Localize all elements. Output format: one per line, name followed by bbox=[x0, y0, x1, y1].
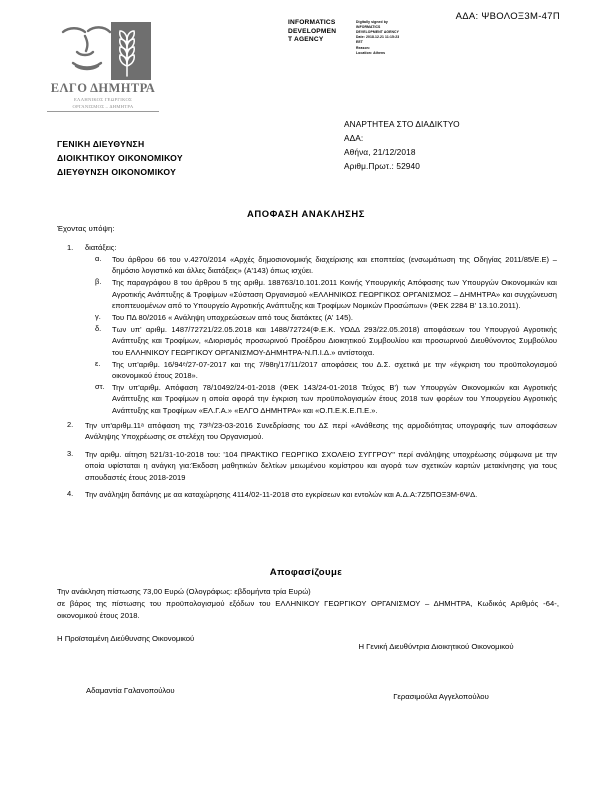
decision-budget-line: σε βάρος της πίστωσης του προϋπολογισμού εξόδων του ΕΛΛΗΝΙΚΟΥ ΓΕΩΡΓΙΚΟΥ ΟΡΓΑΝΙΣΜΟΥ – ΔΗΜΗΤΡΑ, Κωδικός Αριθμός -64-, οικονομικού έτους 2018. bbox=[57, 598, 559, 620]
logo-name: ΕΛΓΟ ΔΗΜΗΤΡΑ bbox=[50, 81, 156, 95]
logo-artwork-icon bbox=[55, 22, 151, 80]
signatory-left-role: Η Προϊσταμένη Διεύθυνσης Οικονομικού bbox=[57, 634, 195, 643]
signature-detail-line-5: EET bbox=[356, 40, 363, 45]
logo-divider bbox=[47, 111, 159, 112]
list-marker: 2. bbox=[67, 419, 74, 429]
list-marker: 4. bbox=[67, 488, 74, 498]
list-marker: 3. bbox=[67, 448, 74, 458]
list-item bbox=[57, 489, 557, 500]
document-metadata bbox=[344, 118, 460, 174]
list-item bbox=[95, 312, 557, 323]
signature-agency-line-3: T AGENCY bbox=[288, 36, 324, 44]
list-marker: γ. bbox=[95, 311, 101, 321]
publication-notice: ΑΝΑΡΤΗΤΕΑ ΣΤΟ ΔΙΑΔΙΚΤΥΟ bbox=[344, 119, 460, 129]
list-item bbox=[95, 324, 557, 358]
list-item bbox=[95, 254, 557, 277]
ada-label: ΑΔΑ: bbox=[344, 132, 364, 143]
list-item bbox=[57, 449, 557, 483]
logo-subtitle bbox=[28, 97, 178, 110]
department-line-3: ΔΙΕΥΘΥΝΣΗ ΟΙΚΟΝΟΜΙΚΟΥ bbox=[57, 166, 177, 177]
list-text: διατάξεις: bbox=[85, 243, 117, 252]
logo-subtitle-line-2: ΟΡΓΑΝΙΣΜΟΣ – ΔΗΜΗΤΡΑ bbox=[72, 103, 134, 109]
list-marker: 1. bbox=[67, 243, 74, 252]
list-text: Την ανάληψη δαπάνης με αα καταχώρησης 4114/02-11-2018 στο εγκρίσεων και εντολών και Α.Δ.Α:7Ζ5ΠΟΞ3Μ-6ΨΔ. bbox=[85, 489, 478, 499]
signature-detail-line-2: INFORMATICS bbox=[356, 25, 381, 30]
logo-subtitle-line-1: ΕΛΛΗΝΙΚΟΣ ΓΕΩΡΓΙΚΟΣ bbox=[73, 97, 133, 102]
list-marker: στ. bbox=[95, 381, 105, 391]
provisions-sublist bbox=[95, 254, 557, 416]
list-text: Της υπ'αριθμ. 16/94ᵉ/27-07-2017 και της 7/98η/17/11/2017 αποφάσεις του Δ.Σ. σχετικά με την «έγκριση του προϋπολογισμού οικονομικού έτους 2018». bbox=[112, 359, 557, 380]
preamble-text: Έχοντας υπόψη: bbox=[57, 224, 115, 233]
list-text: Των υπ' αριθμ. 1487/72721/22.05.2018 και 1488/72724(Φ.Ε.Κ. ΥΟΔΔ 293/22.05.2018) αποφάσεων του Υπουργού Αγροτικής Ανάπτυξης και Τροφίμων, «Διορισμός προσωρινού Προέδρου Διοικητικού Συμβουλίου και προσωρινού Διευθύνοντος Συμβούλου του ΕΛΛΗΝΙΚΟΥ ΓΕΩΡΓΙΚΟΥ ΟΡΓΑΝΙΣΜΟΥ-ΔΗΜΗΤΡΑ-Ν.Π.Ι.Δ.» αντίστοιχα. bbox=[112, 324, 557, 357]
signature-detail-line-6: Reason: bbox=[356, 45, 371, 50]
signature-detail-line-1: Digitally signed by bbox=[356, 20, 388, 24]
decision-amount-line: Την ανάκληση πίστωσης 73,00 Ευρώ (Ολογράφως: εβδομήντα τρία Ευρώ) bbox=[57, 587, 311, 596]
signature-detail-line-7: Location: Athens bbox=[356, 50, 386, 55]
list-item bbox=[95, 359, 557, 382]
list-item bbox=[95, 382, 557, 416]
list-text: Την υπ'αριθμ.11ᵃ απόφαση της 73ᵗʰ/23-03-2016 Συνεδρίασης του ΔΣ περί «Ανάθεσης της αρμοδιότητας υπογραφής των αποφάσεων Ανάληψης Υποχρέωσης σε στελέχη του Οργανισμού. bbox=[85, 420, 557, 442]
signature-detail-line-3: DEVELOPMENT AGENCY bbox=[356, 30, 399, 35]
department-line-1: ΓΕΝΙΚΗ ΔΙΕΥΘΥΝΣΗ bbox=[57, 139, 145, 149]
organization-logo bbox=[28, 22, 178, 112]
signature-details bbox=[356, 19, 418, 56]
list-marker: α. bbox=[95, 254, 102, 263]
department-heading bbox=[57, 138, 183, 180]
list-item bbox=[57, 243, 557, 252]
list-text: Την υπ'αριθμ. Απόφαση 78/10492/24-01-2018 (ΦΕΚ 143/24-01-2018 Τεύχος Β') των Υπουργών Οικονομικών και Αγροτικής Ανάπτυξης και Τροφίμων η οποία αφορά την έγκριση των προϋπολογισμών έτους 2018 των φορέων του Υπουργείου Αγροτικής Ανάπτυξης και Τροφίμων «ΕΛ.Γ.Α.» «ΕΛΓΟ ΔΗΜΗΤΡΑ» και «Ο.Π.Ε.Κ.Ε.Π.Ε.». bbox=[112, 382, 557, 415]
decision-body bbox=[57, 586, 559, 621]
list-marker: ε. bbox=[95, 358, 101, 368]
digital-signature-stamp bbox=[288, 19, 418, 56]
decision-heading: Αποφασίζουμε bbox=[269, 567, 343, 578]
list-text: Του άρθρου 66 του ν.4270/2014 «Αρχές δημοσιονομικής διαχείρισης και εποπτείας (ενσωμάτωση της Οδηγίας 2011/85/Ε.Ε) –δημόσιο λογιστικό και άλλες διατάξεις» (Α'143) όπως ισχύει. bbox=[112, 255, 557, 276]
place-date: Αθήνα, 21/12/2018 bbox=[344, 146, 416, 157]
list-text: Της παραγράφου 8 του άρθρου 5 της αριθμ. 188763/10.101.2011 Κοινής Υπουργικής Απόφασης των Υπουργών Οικονομικών και Αγροτικής Ανάπτυξης & Τροφίμων «Σύσταση Οργανισμού «ΕΛΛΗΝΙΚΟΣ ΓΕΩΡΓΙΚΟΣ ΟΡΓΑΝΙΣΜΟΣ – ΔΗΜΗΤΡΑ» και συγχώνευση εποπτευομένων από το Υπουργείο Αγροτικής Ανάπτυξης και Τροφίμων Νομικών Προσώπων» (ΦΕΚ 2284 Β' 13.10.2011). bbox=[112, 278, 557, 311]
list-marker: δ. bbox=[95, 323, 102, 333]
list-item bbox=[95, 277, 557, 311]
protocol-number: Αριθμ.Πρωτ.: 52940 bbox=[344, 160, 420, 171]
signature-agency-line-1: INFORMATICS bbox=[288, 19, 336, 26]
signature-detail-line-4: Date: 2018.12.21 11:15:23 bbox=[356, 35, 400, 40]
page-title: ΑΠΟΦΑΣΗ ΑΝΑΚΛΗΣΗΣ bbox=[246, 208, 366, 219]
signatory-right-name: Γερασιμούλα Αγγελοπούλου bbox=[393, 692, 489, 701]
list-text: Του ΠΔ 80/2016 « Ανάληψη υποχρεώσεων από τους διατάκτες (Α' 145). bbox=[112, 312, 354, 322]
signature-agency-name bbox=[288, 19, 350, 45]
department-line-2: ΔΙΟΙΚΗΤΙΚΟΥ ΟΙΚΟΝΟΜΙΚΟΥ bbox=[57, 152, 183, 163]
provisions-list bbox=[57, 243, 557, 502]
list-text: Την αριθμ. αίτηση 521/31-10-2018 του: '104 ΠΡΑΚΤΙΚΟ ΓΕΩΡΓΙΚΟ ΣΧΟΛΕΙΟ ΣΥΓΓΡΟΥ" περί ανάληψης υποχρέωσης σύμφωνα με την οποία υφίσταται η ανάγκη για:Έκδοση μαθητικών δελτίων μειωμένου κομίστρου και αγορά των σχετικών καρτών μετακίνησης για τους σπουδαστές έτους 2018-2019 bbox=[85, 449, 557, 482]
signatory-left-name: Αδαμαντία Γαλανοπούλου bbox=[86, 686, 175, 695]
list-item bbox=[57, 420, 557, 443]
ada-code-header: ΑΔΑ: ΨΒΟΛΟΞ3Μ-47Π bbox=[455, 11, 560, 22]
signature-agency-line-2: DEVELOPMEN bbox=[288, 27, 337, 35]
list-marker: β. bbox=[95, 277, 102, 287]
signatory-right-role: Η Γενική Διευθύντρια Διοικητικού Οικονομικού bbox=[358, 642, 514, 651]
